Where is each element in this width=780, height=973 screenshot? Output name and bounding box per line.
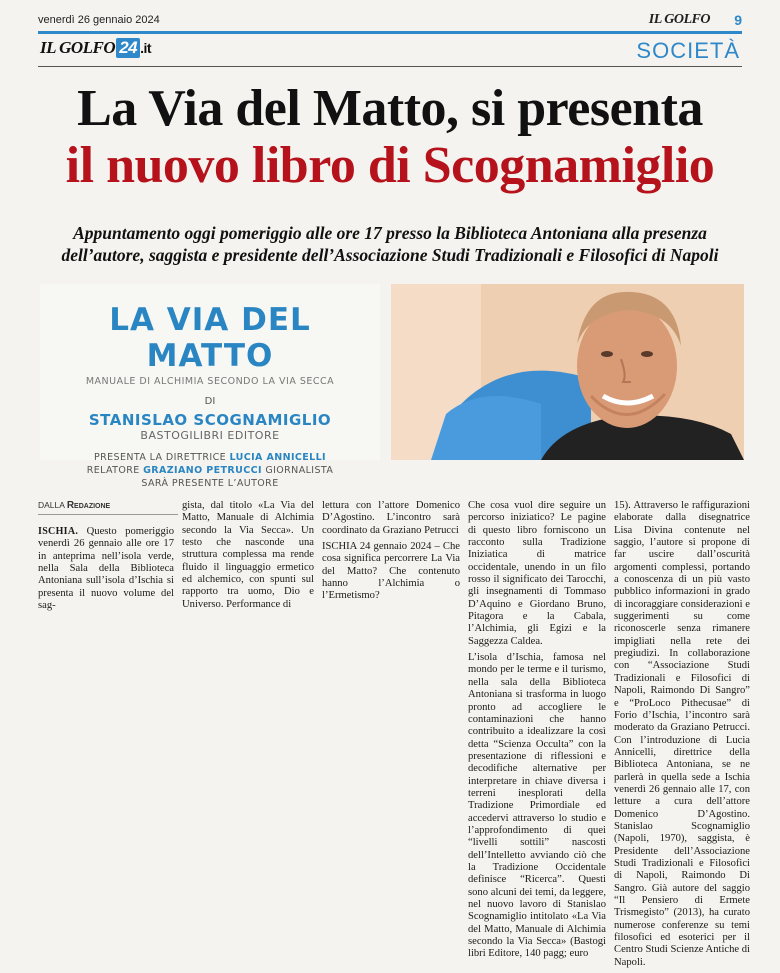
poster-subtitle: MANUALE DI ALCHIMIA SECONDO LA VIA SECCA — [85, 376, 335, 387]
article-column-1: ISCHIA. Questo pomeriggio venerdì 26 gennaio alle ore 17 in anteprima nell’isola verde, nella Sala della Biblioteca Antoniana sull’isola d’Ischia si presenta il nuovo volume del sag- — [38, 526, 174, 612]
author-portrait-icon — [391, 284, 744, 460]
dateline: ISCHIA. — [38, 526, 79, 537]
article-column-4: Che cosa vuol dire seguire un percorso iniziatico? Le pagine di questo libro forniscono un racconto sulla Tradizione Iniziatica di matrice occidentale, unendo in un filo rosso il significato dei Tarocchi, gli insegnamenti di Tommaso D’Aquino e Giordano Bruno, Pitagora e la Cabala, l’Alchimia, gli Egizi e la Saggezza Caldea. L’isola d’Ischia, famosa nel mondo per le terme e il turismo, nella sala della Biblioteca Antoniana si trasforma in luogo pronto ad accogliere le contaminazioni che hanno contribuito a idealizzare la così detta “Scienza Occulta” con la presentazione di riflessioni e decodifiche alternative per interpretare in chiave diversa i terreni inesplorati della Tradizione Primordiale ed accedervi attraverso lo studio e l’approfondimento di quei “livelli sottili” nascosti dell’Intelletto avviando ciò che la Tradizione Occidentale definisce “Ricerca”. Questi sono alcuni dei temi, da leggere, nel nuovo lavoro di Stanislao Scognamiglio intitolato «La Via del Matto, Manuale di Alchimia secondo la Via Secca» (Bastogi libri Editore, 140 pagg; euro — [468, 500, 606, 960]
section-label: SOCIETÀ — [636, 38, 740, 63]
headline — [20, 80, 760, 195]
headline-line-2: il nuovo libro di Scognamiglio — [65, 137, 715, 195]
headline-line-1: La Via del Matto, si presenta — [77, 80, 703, 137]
poster-title: LA VIA DEL MATTO — [109, 302, 311, 374]
byline: DALLA Redazione — [38, 500, 178, 515]
poster-author-note: SARÀ PRESENTE L’AUTORE — [141, 477, 279, 489]
article-column-2: gista, dal titolo «La Via del Matto, Manuale di Alchimia secondo la Via Secca». Un testo che nasconde una struttura complessa ma rende fluido il linguaggio ermetico ed alchemico, con spunti sul rapporto tra uomo, Dio e Universo. Performance di — [182, 500, 314, 610]
article-column-3: lettura con l’attore Domenico D’Agostino. L’incontro sarà coordinato da Graziano Petrucci ISCHIA 24 gennaio 2024 – Che cosa significa percorrere La Via del Matto? Che contenuto hanno l’Alchimia o l’Ermetismo? — [322, 500, 460, 602]
top-bar — [32, 10, 748, 30]
author-photo — [391, 284, 744, 460]
site-logo[interactable]: IL GOLFO 24 .it — [40, 38, 152, 57]
poster-speaker: RELATORE GRAZIANO PETRUCCI GIORNALISTA — [86, 464, 334, 476]
page-number: 9 — [734, 12, 742, 28]
top-rule — [38, 31, 742, 34]
poster-di: DI — [204, 396, 216, 407]
poster-presenter: PRESENTA LA DIRETTRICE LUCIA ANNICELLI — [93, 452, 326, 463]
masthead-rule — [38, 66, 742, 67]
book-poster-image — [40, 284, 380, 489]
subheadline: Appuntamento oggi pomeriggio alle ore 17 presso la Biblioteca Antoniana alla presenza dell’autore, saggista e presidente dell’Associazione Studi Tradizionali e Filosofici di Napoli — [61, 223, 719, 266]
masthead — [40, 38, 240, 66]
issue-date: venerdì 26 gennaio 2024 — [38, 14, 160, 26]
running-brand: IL GOLFO — [648, 12, 710, 27]
poster-publisher: BASTOGILIBRI EDITORE — [140, 429, 280, 442]
article-column-5: 15). Attraverso le raffigurazioni elaborate dalla disegnatrice Lisa Divina contenute nel saggio, l’autore si propone di far uscire dall’oscurità argomenti complessi, portando a conoscenza di un più vasto pubblico informazioni in grado di incoraggiare considerazioni e suggerimenti su come riconoscerle senza rimanere impigliati nella rete dei pregiudizi. In collaborazione con “Associazione Studi Tradizionali e Filosofici di Napoli, Raimondo Di Sangro” e “ProLoco Pithecusae” di Forio d’Ischia, l’incontro sarà moderato da Graziano Petrucci. Con l’introduzione di Lucia Annicelli, direttrice della Biblioteca Antoniana, se ne parlerà in quella sede a Ischia venerdì 26 gennaio alle 17, con letture a cura dell’attore Domenico D’Agostino. Stanislao Scognamiglio (Napoli, 1970), saggista, è Presidente dell’Associazione Studi Tradizionali e Filosofici di Napoli, Raimondo Di Sangro. Già autore del saggio “Il Pensiero di Ermete Trismegisto” (2013), ha curato numerose conferenze su temi filosofici ed esoterici per il Centro Studi Scienze Antiche di Napoli. — [614, 500, 750, 968]
poster-author: STANISLAO SCOGNAMIGLIO — [88, 411, 332, 429]
